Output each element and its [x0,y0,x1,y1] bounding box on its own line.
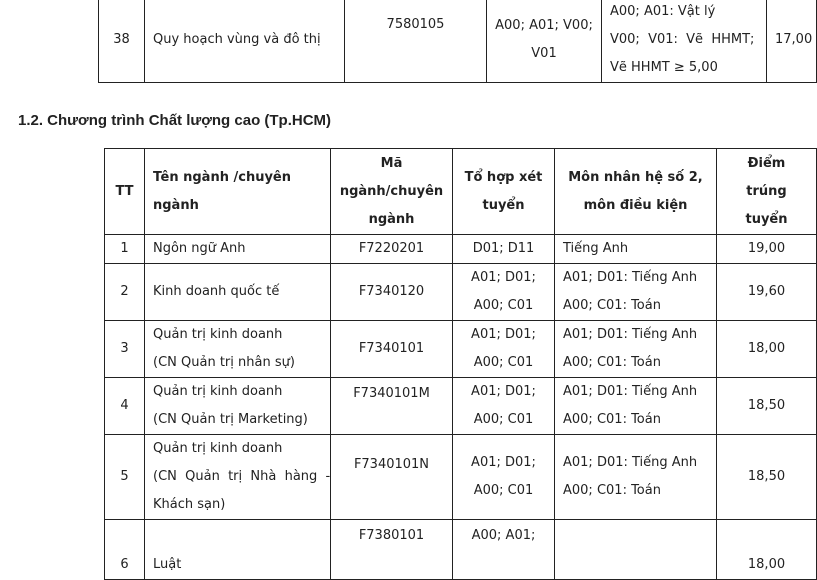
previous-admission-table [98,0,817,83]
combo-line: A01; D01; [471,455,536,470]
combo-line: A00; C01 [473,298,534,313]
table-row [105,435,817,520]
header-line: ngành/chuyên [339,183,444,199]
cutoff-score: 18,50 [717,435,817,520]
name-line: (CN Quản trị Marketing) [153,412,308,427]
table-header-row [105,149,817,235]
major-code: F7340120 [331,264,453,321]
header-line: trúng [746,183,787,199]
header-line: Điểm [747,155,786,171]
weighted-subject [555,520,717,580]
subject-line: A00; C01: Toán [563,483,661,498]
header-line: Tổ hợp xét [464,169,543,185]
major-code: F7340101N [331,435,453,520]
header-line: Môn nhân hệ số 2, [568,169,703,185]
combo-line: A01; D01; [471,327,536,342]
name-line: (CN Quản trị nhân sự) [153,355,295,370]
major-name: Luật [145,520,331,580]
table-row [105,235,817,264]
row-number: 4 [105,378,145,435]
cutoff-score: 18,00 [717,321,817,378]
row-number: 1 [105,235,145,264]
subject-combination: D01; D11 [453,235,555,264]
header-combo [453,149,555,235]
name-line: Khách sạn) [153,497,226,512]
high-quality-program-table [104,148,817,580]
major-name [145,321,331,378]
row-number: 3 [105,321,145,378]
combo-line: A00; A01; V00; [495,17,593,33]
major-code: F7380101 [331,520,453,580]
weighted-subject: Tiếng Anh [555,235,717,264]
cutoff-score: 18,00 [717,520,817,580]
major-name: Ngôn ngữ Anh [145,235,331,264]
major-code: F7340101 [331,321,453,378]
header-line: ngành [368,211,415,227]
subject-combination: A00; A01; [453,520,555,580]
subject-line: A01; D01: Tiếng Anh [563,384,698,399]
header-line: tuyển [745,211,788,227]
row-number: 38 [99,0,145,83]
weighted-subject [555,435,717,520]
cutoff-score: 18,50 [717,378,817,435]
header-name: Tên ngành /chuyên ngành [145,149,331,235]
cutoff-score: 17,00 [767,0,817,83]
major-name [145,378,331,435]
weighted-subject [602,0,767,83]
table-row [99,0,817,83]
row-number: 2 [105,264,145,321]
major-code: F7220201 [331,235,453,264]
name-line: Quản trị kinh doanh [153,441,283,456]
subject-combination [453,435,555,520]
combo-line: A00; C01 [473,412,534,427]
combo-line: A01; D01; [471,384,536,399]
name-line: Quản trị kinh doanh [153,384,283,399]
section-title: 1.2. Chương trình Chất lượng cao (Tp.HCM) [18,112,332,129]
subject-line: A01; D01: Tiếng Anh [563,270,698,285]
table-row [105,520,817,580]
combo-line: A00; C01 [473,483,534,498]
major-name: Quy hoạch vùng và đô thị [145,0,345,83]
subject-combination [453,321,555,378]
name-line: (CN Quản trị Nhà hàng - [153,469,331,484]
combo-line: A01; D01; [471,270,536,285]
subject-line: A00; C01: Toán [563,355,661,370]
subject-line: A00; C01: Toán [563,412,661,427]
name-line: Quản trị kinh doanh [153,327,283,342]
header-score [717,149,817,235]
table-row [105,321,817,378]
header-line: tuyển [482,197,525,213]
header-line: môn điều kiện [583,197,688,213]
header-line: Mã [380,155,403,171]
subject-line: A01; D01: Tiếng Anh [563,327,698,342]
combo-line: A00; C01 [473,355,534,370]
table-row [105,378,817,435]
header-subject [555,149,717,235]
header-tt: TT [105,149,145,235]
subject-line: Vẽ HHMT ≥ 5,00 [610,59,718,75]
subject-combination [453,378,555,435]
subject-combination [453,264,555,321]
cutoff-score: 19,00 [717,235,817,264]
major-name [145,435,331,520]
weighted-subject [555,378,717,435]
major-code: 7580105 [345,0,487,83]
subject-line: V00; V01: Vẽ HHMT; [610,31,755,47]
major-name: Kinh doanh quốc tế [145,264,331,321]
combo-line: V01 [531,45,557,61]
row-number: 5 [105,435,145,520]
subject-line: A00; C01: Toán [563,298,661,313]
subject-line: A00; A01: Vật lý [610,3,716,19]
weighted-subject [555,264,717,321]
major-code: F7340101M [331,378,453,435]
weighted-subject [555,321,717,378]
subject-combination [487,0,602,83]
header-code [331,149,453,235]
cutoff-score: 19,60 [717,264,817,321]
row-number: 6 [105,520,145,580]
table-row [105,264,817,321]
subject-line: A01; D01: Tiếng Anh [563,455,698,470]
